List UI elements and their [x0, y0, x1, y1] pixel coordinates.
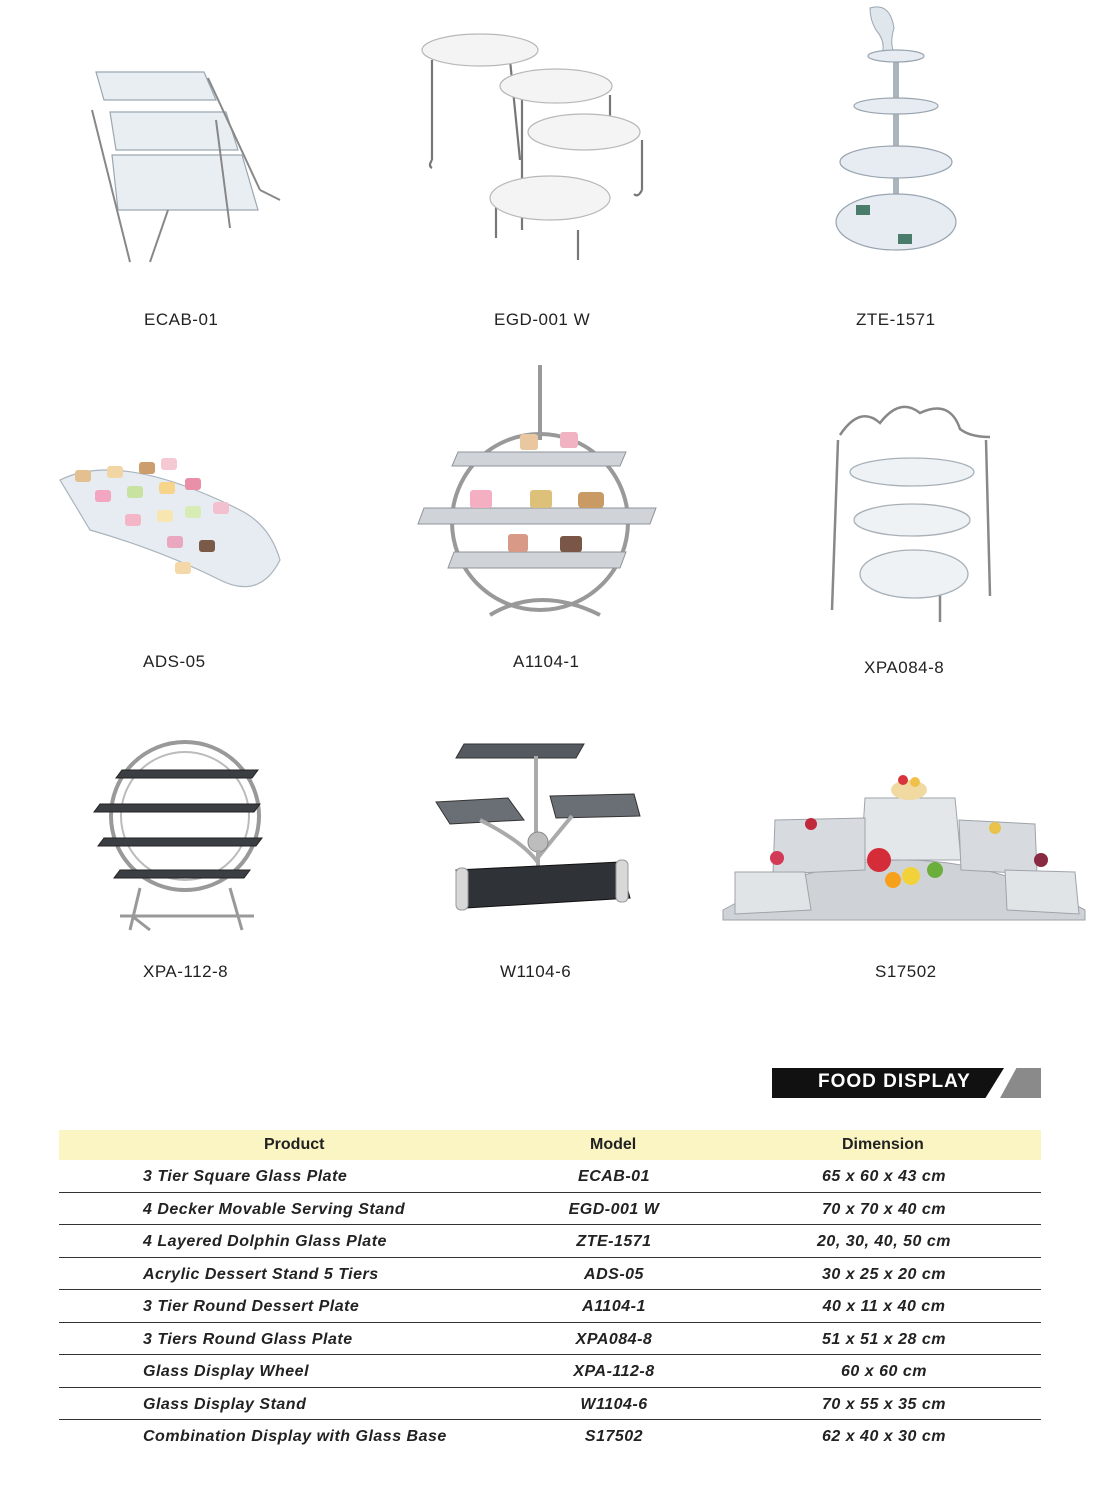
product-code: EGD-001 W: [494, 310, 591, 329]
product-card-egd-001-w: [410, 0, 740, 329]
square-glass-plate-stand-image: [60, 0, 390, 300]
glass-display-stand-image: [420, 720, 750, 960]
product-code: S17502: [875, 962, 937, 981]
cell-model: S17502: [584, 1428, 644, 1445]
product-table: [59, 1130, 1041, 1453]
cell-dimension: 70 x 70 x 40 cm: [821, 1200, 947, 1218]
cell-dimension: 20, 30, 40, 50 cm: [817, 1233, 951, 1250]
cell-dimension: 70 x 55 x 35 cm: [821, 1395, 947, 1413]
cell-model: A1104-1: [582, 1298, 646, 1315]
table-row: [59, 1290, 1041, 1323]
table-row: [59, 1258, 1041, 1291]
product-card-w1104-6: [420, 720, 750, 1040]
round-dessert-plate-image: [410, 340, 740, 640]
movable-serving-stand-image: [410, 0, 740, 300]
cell-product: Glass Display Stand: [143, 1395, 307, 1413]
table-row: [59, 1420, 1041, 1453]
section-banner: [772, 1068, 1041, 1098]
product-card-zte-1571: [760, 0, 1090, 329]
cell-model: ZTE-1571: [576, 1233, 652, 1250]
product-card-a1104-1: [410, 340, 740, 671]
product-code: ECAB-01: [144, 310, 219, 329]
cell-product: 3 Tier Square Glass Plate: [143, 1168, 348, 1185]
cell-product: Glass Display Wheel: [143, 1363, 310, 1380]
product-code: XPA-112-8: [143, 962, 229, 981]
product-card-ads-05: [55, 340, 385, 671]
acrylic-dessert-stand-image: [55, 340, 385, 640]
banner-title: FOOD DISPLAY: [818, 1071, 971, 1092]
cell-dimension: 65 x 60 x 43 cm: [821, 1168, 947, 1185]
table-row: [59, 1323, 1041, 1356]
cell-dimension: 60 x 60 cm: [841, 1363, 927, 1380]
product-card-ecab-01: [60, 0, 390, 329]
cell-dimension: 51 x 51 x 28 cm: [821, 1330, 947, 1348]
product-code: ADS-05: [143, 652, 206, 671]
table-row: [59, 1388, 1041, 1421]
header-product: Product: [264, 1136, 325, 1153]
product-code: XPA084-8: [864, 658, 945, 677]
table-header: [59, 1130, 1041, 1160]
header-model: Model: [590, 1136, 637, 1153]
cell-model: ADS-05: [584, 1265, 644, 1283]
cell-model: XPA084-8: [575, 1330, 653, 1348]
cell-model: W1104-6: [580, 1395, 648, 1413]
cell-model: EGD-001 W: [568, 1200, 660, 1218]
product-card-xpa-112-8: [80, 720, 410, 1040]
table-row: [59, 1193, 1041, 1226]
cell-dimension: 30 x 25 x 20 cm: [821, 1265, 947, 1283]
banner-accent: [1000, 1068, 1041, 1098]
table-row: [59, 1160, 1041, 1193]
header-dimension: Dimension: [842, 1136, 924, 1153]
product-card-s17502: [715, 720, 1045, 1040]
cell-product: Acrylic Dessert Stand 5 Tiers: [143, 1265, 379, 1283]
cell-product: 3 Tiers Round Glass Plate: [143, 1330, 353, 1348]
cell-dimension: 40 x 11 x 40 cm: [822, 1298, 946, 1315]
table-row: [59, 1355, 1041, 1388]
cell-product: Combination Display with Glass Base: [143, 1428, 447, 1445]
glass-display-wheel-image: [80, 720, 410, 960]
product-code: A1104-1: [513, 652, 580, 671]
cell-product: 3 Tier Round Dessert Plate: [143, 1298, 360, 1315]
round-glass-plate-stand-image: [780, 340, 1107, 640]
product-code: ZTE-1571: [856, 310, 936, 329]
table-row: [59, 1225, 1041, 1258]
combination-display-image: [715, 720, 1095, 960]
cell-dimension: 62 x 40 x 30 cm: [821, 1428, 947, 1445]
dolphin-glass-plate-image: [760, 0, 1090, 300]
cell-model: XPA-112-8: [573, 1363, 655, 1380]
cell-model: ECAB-01: [578, 1168, 650, 1185]
cell-product: 4 Decker Movable Serving Stand: [143, 1200, 406, 1218]
product-code: W1104-6: [500, 962, 572, 981]
cell-product: 4 Layered Dolphin Glass Plate: [143, 1233, 387, 1250]
product-card-xpa084-8: [780, 340, 1107, 677]
